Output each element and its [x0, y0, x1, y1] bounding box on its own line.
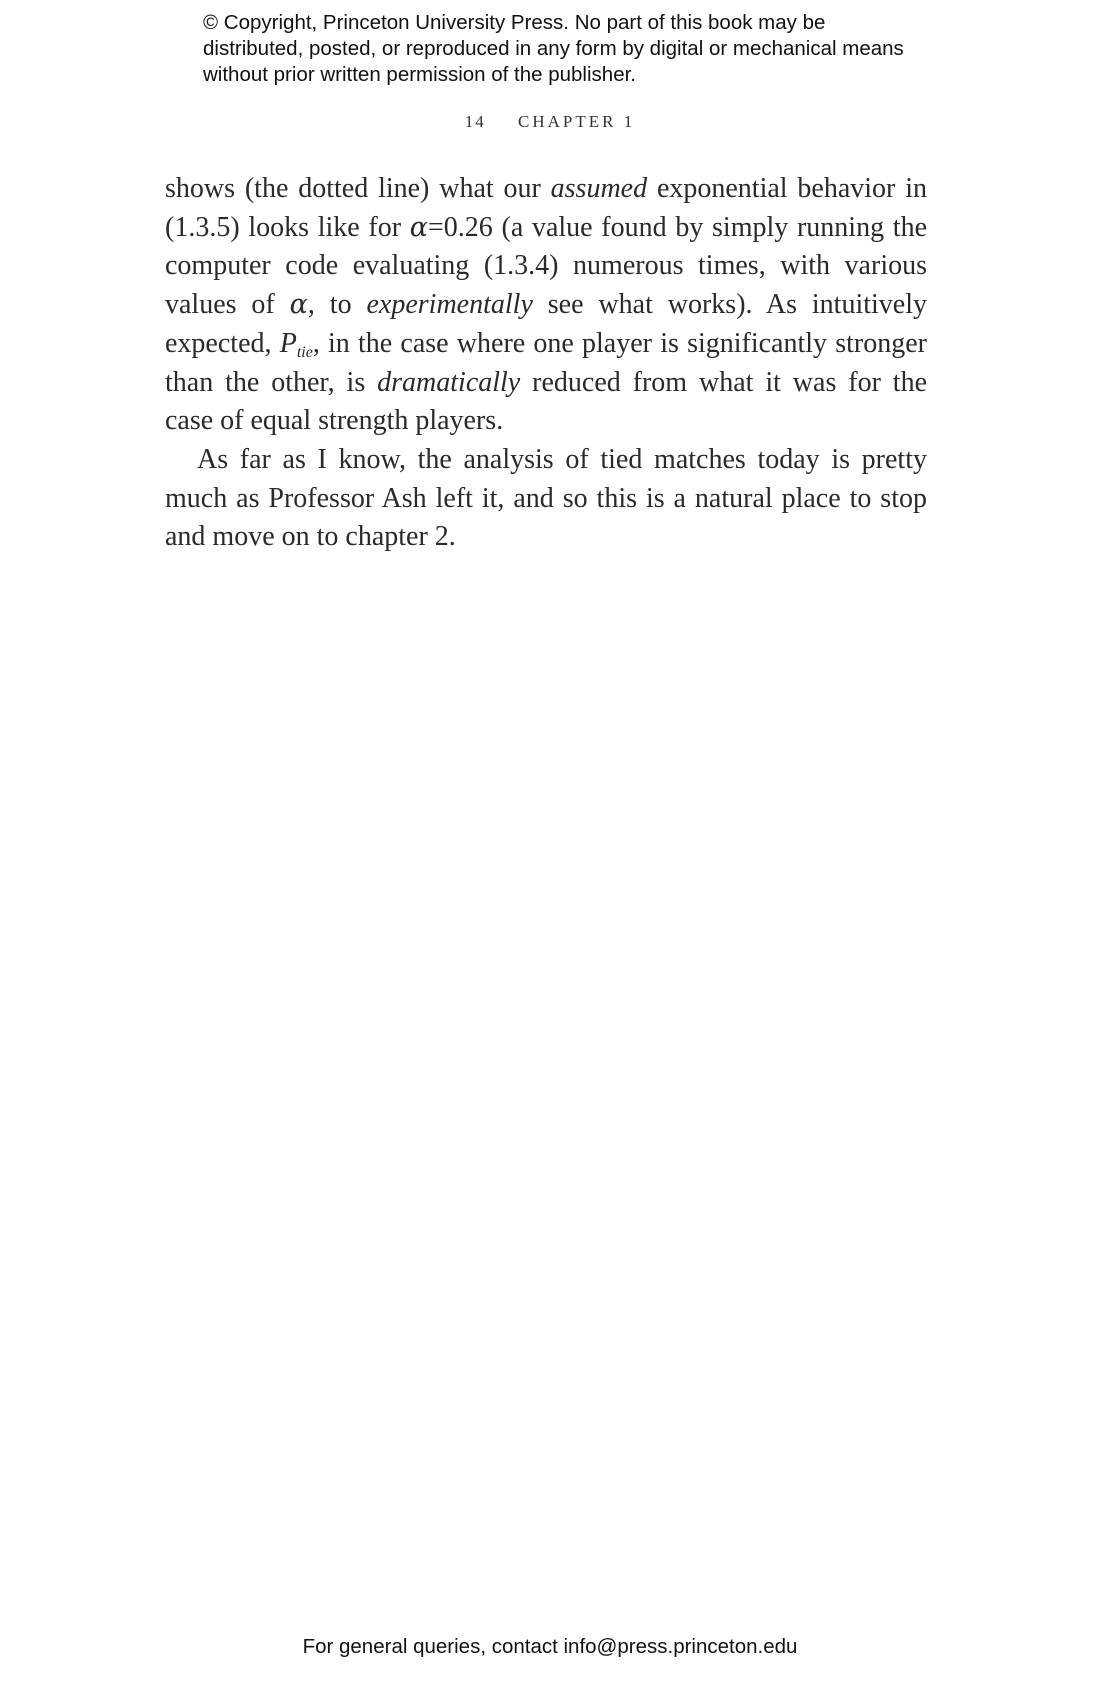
chapter-label: CHAPTER 1 [518, 112, 636, 131]
emphasis-dramatically: dramatically [377, 366, 521, 398]
emphasis-assumed: assumed [550, 173, 648, 204]
text-run: see what works). As intuitively expected, [165, 289, 928, 359]
tie-subscript: tie [296, 343, 313, 361]
text-run: =0.26 (a value found by simply running the computer code evaluating (1.3.4) numerous times, with various values of [165, 211, 927, 321]
body-text [165, 170, 927, 557]
alpha-symbol: α [409, 211, 429, 243]
text-run: , in the case where one player is significantly stronger than the other, is [165, 327, 927, 398]
copyright-notice: © Copyright, Princeton University Press. No part of this book may be distributed, posted, or reproduced in any form by digital or mechanical means without prior written permission of the publisher. [203, 11, 904, 86]
text-run: shows (the dotted line) what our [165, 173, 551, 204]
emphasis-experimentally: experimentally [366, 289, 533, 321]
p-tie-symbol: P [279, 327, 297, 359]
alpha-symbol: α [289, 289, 308, 321]
running-head [0, 112, 1100, 132]
page-number: 14 [464, 112, 486, 131]
text-run: reduced from what it was for the case of equal strength players. [165, 366, 928, 437]
paragraph-2: As far as I know, the analysis of tied matches today is pretty much as Professor Ash left it, and so this is a natural place to stop and move on to chapter 2. [165, 443, 927, 553]
text-run: , to [307, 289, 367, 321]
footer-contact: For general queries, contact info@press.princeton.edu [302, 1635, 798, 1658]
text-run: exponential behavior in (1.3.5) looks like for [165, 173, 927, 243]
paragraph-1 [165, 170, 927, 441]
